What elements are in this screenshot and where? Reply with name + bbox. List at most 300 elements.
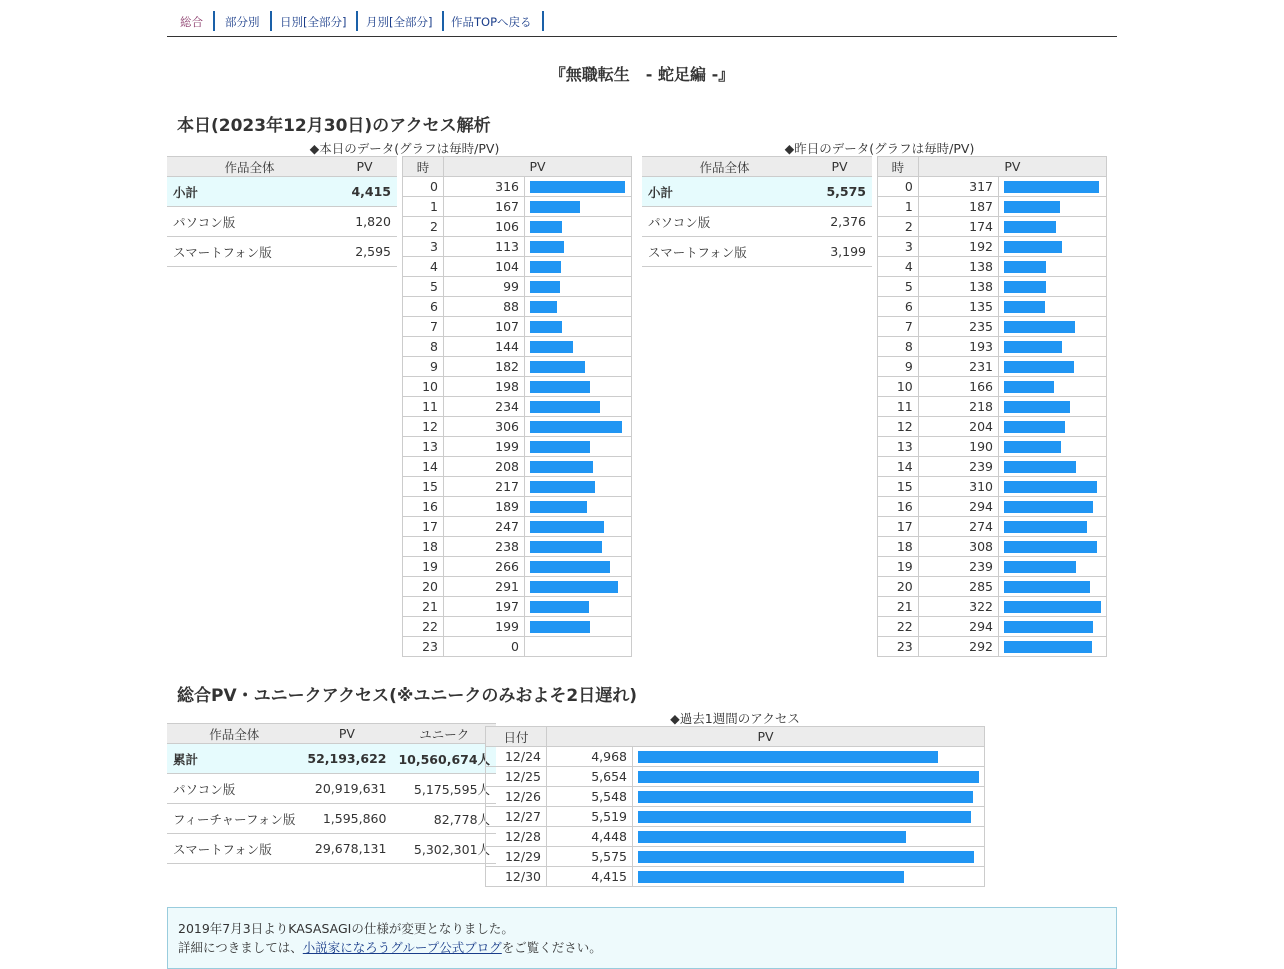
hour-cell: 15	[403, 477, 444, 497]
hour-cell: 7	[403, 317, 444, 337]
summary-pv: 2,376	[807, 207, 872, 237]
hour-pv: 113	[444, 237, 525, 257]
hour-pv: 199	[444, 617, 525, 637]
hour-cell: 19	[403, 557, 444, 577]
hour-cell: 22	[403, 617, 444, 637]
hour-pv: 204	[918, 417, 998, 437]
hour-row	[403, 217, 632, 237]
hour-bar	[530, 241, 564, 253]
hour-row	[403, 457, 632, 477]
hour-cell: 14	[403, 457, 444, 477]
hour-row	[878, 597, 1107, 617]
week-bar	[638, 871, 904, 883]
hour-row	[878, 477, 1107, 497]
hour-row	[878, 577, 1107, 597]
hour-row	[878, 357, 1107, 377]
hour-bar-cell	[998, 397, 1106, 417]
hour-bar	[530, 521, 604, 533]
week-row	[486, 747, 985, 767]
nav-by-part[interactable]: 部分別	[225, 11, 272, 31]
hour-pv: 166	[918, 377, 998, 397]
hour-bar-cell	[525, 417, 632, 437]
hour-bar	[530, 261, 561, 273]
hour-bar	[1004, 621, 1093, 633]
hour-bar-cell	[525, 437, 632, 457]
hour-bar-cell	[525, 217, 632, 237]
week-bar-cell	[633, 827, 985, 847]
total-unique: 10,560,674人	[392, 744, 496, 774]
hour-bar	[1004, 501, 1093, 513]
hour-bar-cell	[998, 577, 1106, 597]
week-row	[486, 787, 985, 807]
hour-row	[403, 257, 632, 277]
work-title: 『無職転生 - 蛇足編 -』	[549, 65, 735, 84]
hour-row	[403, 577, 632, 597]
hour-cell: 10	[403, 377, 444, 397]
summary-header-pv: PV	[807, 157, 872, 177]
hour-bar	[530, 461, 593, 473]
week-bar-cell	[633, 807, 985, 827]
hour-bar	[1004, 321, 1075, 333]
hour-bar-cell	[998, 557, 1106, 577]
week-row	[486, 867, 985, 887]
hour-pv: 294	[918, 497, 998, 517]
hour-row	[403, 617, 632, 637]
hour-pv: 274	[918, 517, 998, 537]
hour-bar	[1004, 481, 1097, 493]
hour-cell: 8	[878, 337, 919, 357]
summary-row	[167, 177, 397, 207]
hour-cell: 13	[403, 437, 444, 457]
week-pv: 5,548	[547, 787, 633, 807]
hour-pv: 291	[444, 577, 525, 597]
summary-row	[642, 237, 872, 267]
notice-text: 詳細につきましては、	[178, 940, 303, 955]
hour-bar	[1004, 201, 1060, 213]
week-pv: 4,448	[547, 827, 633, 847]
hour-row	[403, 397, 632, 417]
hour-cell: 12	[403, 417, 444, 437]
total-header-pv: PV	[301, 724, 392, 744]
total-unique: 82,778人	[392, 804, 496, 834]
hour-cell: 3	[403, 237, 444, 257]
week-date: 12/27	[486, 807, 547, 827]
hour-pv: 247	[444, 517, 525, 537]
hour-pv: 306	[444, 417, 525, 437]
hour-cell: 17	[403, 517, 444, 537]
hour-pv: 208	[444, 457, 525, 477]
hour-bar	[530, 581, 618, 593]
hour-pv: 218	[918, 397, 998, 417]
week-bar	[638, 791, 973, 803]
hour-bar-cell	[525, 397, 632, 417]
total-unique: 5,175,595人	[392, 774, 496, 804]
hour-bar-cell	[525, 197, 632, 217]
yesterday-caption: ◆昨日のデータ(グラフは毎時/PV)	[784, 141, 975, 156]
summary-header-overall: 作品全体	[642, 157, 807, 177]
hour-pv: 235	[918, 317, 998, 337]
hour-bar-cell	[525, 297, 632, 317]
hour-pv: 234	[444, 397, 525, 417]
hour-pv: 187	[918, 197, 998, 217]
hour-row	[878, 637, 1107, 657]
total-header-unique: ユニーク	[392, 724, 496, 744]
hour-bar	[1004, 261, 1046, 273]
week-bar	[638, 831, 906, 843]
hour-pv: 294	[918, 617, 998, 637]
hour-bar	[530, 301, 557, 313]
summary-pv: 3,199	[807, 237, 872, 267]
hour-bar	[1004, 521, 1087, 533]
hour-row	[878, 177, 1107, 197]
hour-cell: 21	[403, 597, 444, 617]
hour-pv: 316	[444, 177, 525, 197]
hour-cell: 9	[878, 357, 919, 377]
hour-pv: 104	[444, 257, 525, 277]
week-date: 12/24	[486, 747, 547, 767]
hour-bar-cell	[998, 177, 1106, 197]
hour-row	[403, 417, 632, 437]
total-pv: 1,595,860	[301, 804, 392, 834]
hour-bar-cell	[525, 477, 632, 497]
nav-daily[interactable]: 日別[全部分]	[280, 11, 358, 31]
notice-text: をご覧ください。	[501, 940, 602, 955]
week-date: 12/29	[486, 847, 547, 867]
week-bar-cell	[633, 747, 985, 767]
hour-bar	[530, 561, 610, 573]
hour-cell: 21	[878, 597, 919, 617]
hour-bar	[530, 421, 622, 433]
hour-bar	[1004, 461, 1076, 473]
hour-bar	[1004, 641, 1092, 653]
hour-bar-cell	[998, 377, 1106, 397]
today-access-heading: 本日(2023年12月30日)のアクセス解析	[177, 116, 491, 136]
hour-cell: 9	[403, 357, 444, 377]
hour-bar-cell	[998, 437, 1106, 457]
hour-bar-cell	[525, 317, 632, 337]
hour-row	[403, 517, 632, 537]
nav-monthly[interactable]: 月別[全部分]	[366, 11, 444, 31]
hour-bar-cell	[998, 317, 1106, 337]
hour-cell: 13	[878, 437, 919, 457]
week-header-pv: PV	[547, 727, 985, 747]
hour-row	[878, 617, 1107, 637]
hour-row	[403, 357, 632, 377]
hour-bar-cell	[998, 257, 1106, 277]
hour-bar-cell	[525, 377, 632, 397]
hour-bar-cell	[525, 557, 632, 577]
hour-cell: 2	[878, 217, 919, 237]
week-bar	[638, 851, 974, 863]
hour-header-pv: PV	[918, 157, 1106, 177]
hour-bar	[530, 541, 602, 553]
week-pv: 5,654	[547, 767, 633, 787]
hour-pv: 182	[444, 357, 525, 377]
hour-bar	[530, 381, 590, 393]
hour-row	[403, 537, 632, 557]
hour-row	[403, 277, 632, 297]
summary-header-pv: PV	[332, 157, 397, 177]
total-row	[167, 834, 496, 864]
today-hourly-table	[402, 156, 632, 657]
yesterday-hourly-table	[877, 156, 1107, 657]
notice-line-2	[168, 938, 1116, 957]
hour-row	[403, 337, 632, 357]
week-bar	[638, 771, 979, 783]
hour-bar-cell	[525, 637, 632, 657]
total-row	[167, 774, 496, 804]
hour-bar	[1004, 601, 1101, 613]
hour-bar-cell	[525, 497, 632, 517]
hour-cell: 11	[403, 397, 444, 417]
hour-row	[403, 197, 632, 217]
hour-cell: 6	[403, 297, 444, 317]
hour-cell: 17	[878, 517, 919, 537]
summary-pv: 2,595	[332, 237, 397, 267]
hour-row	[878, 257, 1107, 277]
total-pv: 29,678,131	[301, 834, 392, 864]
hour-cell: 3	[878, 237, 919, 257]
hour-bar	[530, 361, 585, 373]
hour-row	[878, 237, 1107, 257]
week-caption: ◆過去1週間のアクセス	[670, 711, 800, 726]
hour-cell: 18	[878, 537, 919, 557]
week-header-date: 日付	[486, 727, 547, 747]
hour-cell: 14	[878, 457, 919, 477]
hour-cell: 16	[878, 497, 919, 517]
summary-pv: 4,415	[332, 177, 397, 207]
hour-cell: 4	[403, 257, 444, 277]
hour-pv: 308	[918, 537, 998, 557]
hour-bar-cell	[525, 537, 632, 557]
notice-line-1: 2019年7月3日よりKASASAGIの仕様が変更となりました。	[178, 921, 514, 936]
hour-bar	[1004, 181, 1099, 193]
week-date: 12/25	[486, 767, 547, 787]
hour-cell: 8	[403, 337, 444, 357]
hour-row	[878, 217, 1107, 237]
hour-pv: 106	[444, 217, 525, 237]
total-access-table	[167, 723, 496, 864]
hour-row	[403, 177, 632, 197]
hour-row	[403, 477, 632, 497]
hour-pv: 0	[444, 637, 525, 657]
hour-bar-cell	[998, 297, 1106, 317]
hour-cell: 1	[878, 197, 919, 217]
total-row	[167, 744, 496, 774]
total-label: フィーチャーフォン版	[167, 804, 301, 834]
top-nav	[167, 10, 1117, 37]
hour-bar-cell	[525, 337, 632, 357]
hour-bar	[1004, 541, 1097, 553]
hour-pv: 99	[444, 277, 525, 297]
hour-pv: 239	[918, 557, 998, 577]
hour-row	[403, 557, 632, 577]
week-access-table	[485, 726, 985, 887]
hour-header-pv: PV	[444, 157, 632, 177]
week-pv: 4,968	[547, 747, 633, 767]
hour-bar	[530, 481, 595, 493]
today-summary-table	[167, 156, 397, 267]
hour-bar-cell	[525, 597, 632, 617]
hour-bar	[530, 281, 560, 293]
hour-cell: 23	[878, 637, 919, 657]
week-date: 12/30	[486, 867, 547, 887]
hour-row	[403, 297, 632, 317]
total-row	[167, 804, 496, 834]
hour-bar	[1004, 561, 1076, 573]
hour-pv: 192	[918, 237, 998, 257]
hour-pv: 88	[444, 297, 525, 317]
hour-pv: 231	[918, 357, 998, 377]
hour-bar	[1004, 441, 1061, 453]
hour-bar	[530, 501, 587, 513]
hour-bar-cell	[525, 457, 632, 477]
hour-cell: 7	[878, 317, 919, 337]
summary-label: パソコン版	[642, 207, 807, 237]
week-row	[486, 807, 985, 827]
hour-bar-cell	[998, 517, 1106, 537]
hour-header-hour: 時	[878, 157, 919, 177]
hour-pv: 167	[444, 197, 525, 217]
hour-pv: 239	[918, 457, 998, 477]
hour-bar-cell	[998, 337, 1106, 357]
hour-cell: 22	[878, 617, 919, 637]
summary-row	[167, 237, 397, 267]
week-bar-cell	[633, 787, 985, 807]
hour-bar-cell	[525, 237, 632, 257]
hour-pv: 197	[444, 597, 525, 617]
hour-cell: 20	[878, 577, 919, 597]
hour-pv: 198	[444, 377, 525, 397]
summary-label: 小計	[167, 177, 332, 207]
week-row	[486, 847, 985, 867]
hour-cell: 10	[878, 377, 919, 397]
hour-row	[403, 317, 632, 337]
hour-bar	[1004, 581, 1090, 593]
hour-bar	[530, 601, 589, 613]
hour-pv: 138	[918, 277, 998, 297]
hour-row	[403, 377, 632, 397]
hour-bar	[1004, 401, 1070, 413]
hour-header-hour: 時	[403, 157, 444, 177]
hour-row	[878, 337, 1107, 357]
hour-cell: 6	[878, 297, 919, 317]
summary-label: パソコン版	[167, 207, 332, 237]
hour-bar	[1004, 421, 1065, 433]
official-blog-link[interactable]: 小説家になろうグループ公式ブログ	[302, 940, 502, 955]
summary-pv: 1,820	[332, 207, 397, 237]
total-pv: 52,193,622	[301, 744, 392, 774]
hour-cell: 20	[403, 577, 444, 597]
hour-bar	[1004, 281, 1046, 293]
spec-change-notice	[167, 907, 1117, 969]
hour-row	[878, 297, 1107, 317]
hour-bar-cell	[525, 517, 632, 537]
hour-cell: 4	[878, 257, 919, 277]
hour-pv: 310	[918, 477, 998, 497]
hour-cell: 23	[403, 637, 444, 657]
summary-label: スマートフォン版	[642, 237, 807, 267]
hour-bar-cell	[525, 277, 632, 297]
hour-bar	[530, 441, 590, 453]
hour-bar-cell	[998, 277, 1106, 297]
hour-bar-cell	[998, 197, 1106, 217]
hour-bar	[530, 341, 573, 353]
week-pv: 5,519	[547, 807, 633, 827]
total-label: 累計	[167, 744, 301, 774]
week-row	[486, 767, 985, 787]
week-bar-cell	[633, 867, 985, 887]
hour-row	[878, 417, 1107, 437]
hour-bar-cell	[525, 357, 632, 377]
hour-bar-cell	[525, 177, 632, 197]
hour-bar	[530, 221, 562, 233]
hour-bar-cell	[998, 617, 1106, 637]
hour-bar	[1004, 241, 1062, 253]
week-date: 12/26	[486, 787, 547, 807]
hour-bar	[1004, 381, 1054, 393]
hour-cell: 18	[403, 537, 444, 557]
hour-cell: 16	[403, 497, 444, 517]
hour-pv: 189	[444, 497, 525, 517]
hour-row	[878, 457, 1107, 477]
hour-cell: 0	[403, 177, 444, 197]
total-header-overall: 作品全体	[167, 724, 301, 744]
hour-pv: 135	[918, 297, 998, 317]
hour-pv: 238	[444, 537, 525, 557]
summary-row	[167, 207, 397, 237]
total-label: パソコン版	[167, 774, 301, 804]
summary-row	[642, 177, 872, 207]
week-bar	[638, 811, 971, 823]
week-bar-cell	[633, 767, 985, 787]
hour-row	[878, 537, 1107, 557]
hour-row	[878, 557, 1107, 577]
week-row	[486, 827, 985, 847]
hour-row	[403, 597, 632, 617]
hour-bar-cell	[998, 497, 1106, 517]
hour-bar-cell	[998, 217, 1106, 237]
hour-bar	[530, 401, 600, 413]
hour-bar-cell	[525, 617, 632, 637]
hour-cell: 19	[878, 557, 919, 577]
hour-row	[403, 637, 632, 657]
hour-bar	[1004, 341, 1062, 353]
hour-row	[878, 197, 1107, 217]
summary-label: 小計	[642, 177, 807, 207]
nav-overall[interactable]: 総合	[180, 11, 215, 31]
week-bar	[638, 751, 938, 763]
hour-pv: 292	[918, 637, 998, 657]
hour-pv: 199	[444, 437, 525, 457]
hour-bar-cell	[998, 357, 1106, 377]
nav-back-to-work-top[interactable]: 作品TOPへ戻る	[451, 11, 544, 31]
hour-row	[878, 277, 1107, 297]
hour-cell: 12	[878, 417, 919, 437]
total-access-heading: 総合PV・ユニークアクセス(※ユニークのみおよそ2日遅れ)	[177, 686, 637, 706]
summary-label: スマートフォン版	[167, 237, 332, 267]
hour-row	[878, 497, 1107, 517]
hour-row	[403, 237, 632, 257]
hour-row	[878, 397, 1107, 417]
hour-bar-cell	[525, 257, 632, 277]
hour-bar	[530, 181, 625, 193]
hour-pv: 217	[444, 477, 525, 497]
hour-cell: 5	[403, 277, 444, 297]
hour-row	[878, 317, 1107, 337]
hour-bar-cell	[998, 597, 1106, 617]
hour-bar-cell	[998, 417, 1106, 437]
